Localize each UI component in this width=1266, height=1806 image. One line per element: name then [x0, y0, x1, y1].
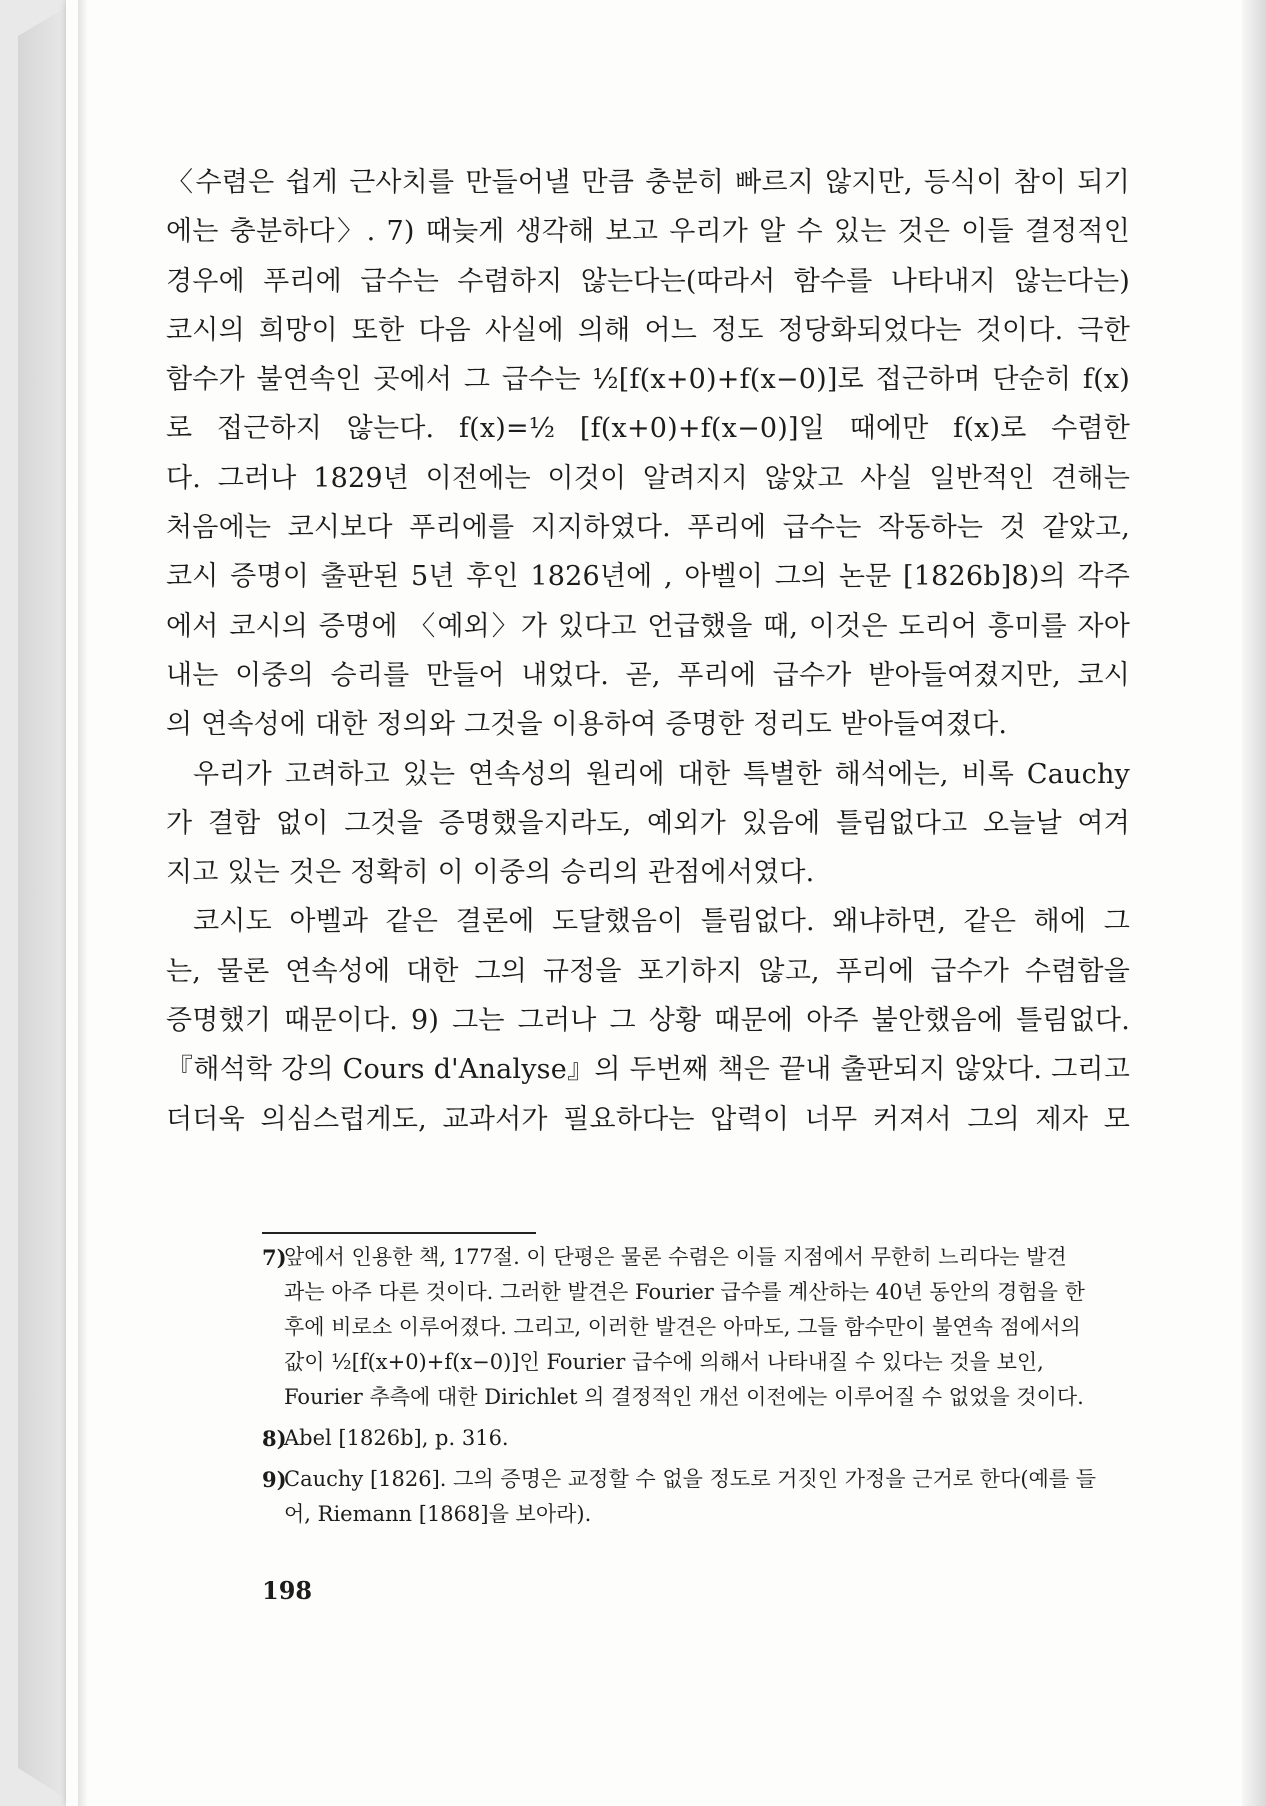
text-line: 코시 증명이 출판된 5년 후인 1826년에 , 아벨이 그의 논문 [1826b]8)의 각주 — [166, 561, 1130, 593]
text-line: 로 접근하지 않는다. f(x)=½ [f(x+0)+f(x−0)]일 때에만 f(x)로 수렴한 — [166, 413, 1130, 445]
text-line: 경우에 푸리에 급수는 수렴하지 않는다는(따라서 함수를 나타내지 않는다는) — [166, 265, 1130, 297]
text-line: 증명했기 때문이다. 9) 그는 그러나 그 상황 때문에 아주 불안했음에 틀림없다. — [166, 1005, 1130, 1037]
text-line: 에서 코시의 증명에 〈예외〉가 있다고 언급했을 때, 이것은 도리어 흥미를 자아 — [166, 610, 1130, 642]
text-line: 〈수렴은 쉽게 근사치를 만들어낼 만큼 충분히 빠르지 않지만, 등식이 참이 되기 — [166, 167, 1130, 198]
footnote-line: 값이 ½[f(x+0)+f(x−0)]인 Fourier 급수에 의해서 나타내질 수 있다는 것을 보인, — [284, 1350, 1044, 1374]
footnotes — [262, 1240, 1130, 1538]
footnote-8 — [262, 1421, 1130, 1456]
text-line: 우리가 고려하고 있는 연속성의 원리에 대한 특별한 해석에는, 비록 Cauchy — [193, 758, 1130, 790]
footnote-number: 9) — [262, 1467, 287, 1492]
text-line: 다. 그러나 1829년 이전에는 이것이 알려지지 않았고 사실 일반적인 견해는 — [166, 462, 1130, 494]
text-line: 『해석학 강의 Cours d'Analyse』의 두번째 책은 끝내 출판되지 않았다. 그리고 — [166, 1054, 1130, 1086]
text-line: 코시도 아벨과 같은 결론에 도달했음이 틀림없다. 왜냐하면, 같은 해에 그 — [193, 906, 1130, 938]
text-line: 처음에는 코시보다 푸리에를 지지하였다. 푸리에 급수는 작동하는 것 같았고, — [166, 512, 1130, 544]
body-text — [166, 158, 1130, 1144]
footnote-7 — [262, 1240, 1130, 1415]
footnote-rule — [262, 1232, 536, 1234]
footnote-line: 앞에서 인용한 책, 177절. 이 단평은 물론 수렴은 이들 지점에서 무한히 느리다는 발견 — [284, 1245, 1067, 1269]
text-line: 의 연속성에 대한 정의와 그것을 이용하여 증명한 정리도 받아들여졌다. — [166, 709, 1008, 741]
footnote-line: 어, Riemann [1868]을 보아라). — [284, 1502, 592, 1526]
paragraph-3 — [166, 897, 1130, 1143]
footnote-line: 후에 비로소 이루어졌다. 그리고, 이러한 발견은 아마도, 그들 함수만이 불연속 점에서의 — [284, 1315, 1081, 1339]
paragraph-1 — [166, 158, 1130, 750]
footnote-number: 8) — [262, 1426, 287, 1451]
text-line: 지고 있는 것은 정확히 이 이중의 승리의 관점에서였다. — [166, 857, 815, 889]
footnote-number: 7) — [262, 1245, 287, 1270]
text-line: 코시의 희망이 또한 다음 사실에 의해 어느 정도 정당화되었다는 것이다. 극한 — [166, 314, 1130, 346]
paragraph-2 — [166, 750, 1130, 898]
footnote-line: Cauchy [1826]. 그의 증명은 교정할 수 없을 정도로 거짓인 가정을 근거로 한다(예를 들 — [284, 1467, 1097, 1491]
spine-shadow — [78, 0, 88, 1806]
footnote-line: 과는 아주 다른 것이다. 그러한 발견은 Fourier 급수를 계산하는 40년 동안의 경험을 한 — [284, 1280, 1085, 1304]
text-line: 더더욱 의심스럽게도, 교과서가 필요하다는 압력이 너무 커져서 그의 제자 모 — [166, 1103, 1130, 1135]
page-number: 198 — [262, 1576, 313, 1605]
text-line: 가 결함 없이 그것을 증명했을지라도, 예외가 있음에 틀림없다고 오늘날 여겨 — [166, 807, 1130, 839]
text-line: 에는 충분하다〉. 7) 때늦게 생각해 보고 우리가 알 수 있는 것은 이들 결정적인 — [166, 216, 1130, 248]
page-edge — [1242, 0, 1266, 1806]
footnote-9 — [262, 1462, 1130, 1532]
text-line: 함수가 불연속인 곳에서 그 급수는 ½[f(x+0)+f(x−0)]로 접근하며 단순히 f(x) — [166, 364, 1130, 396]
text-line: 는, 물론 연속성에 대한 그의 규정을 포기하지 않고, 푸리에 급수가 수렴함을 — [166, 955, 1130, 987]
footnote-line: Fourier 추측에 대한 Dirichlet 의 결정적인 개선 이전에는 이루어질 수 없었을 것이다. — [284, 1385, 1084, 1409]
text-line: 내는 이중의 승리를 만들어 내었다. 곧, 푸리에 급수가 받아들여졌지만, 코시 — [166, 659, 1130, 691]
footnote-line: Abel [1826b], p. 316. — [284, 1426, 509, 1450]
